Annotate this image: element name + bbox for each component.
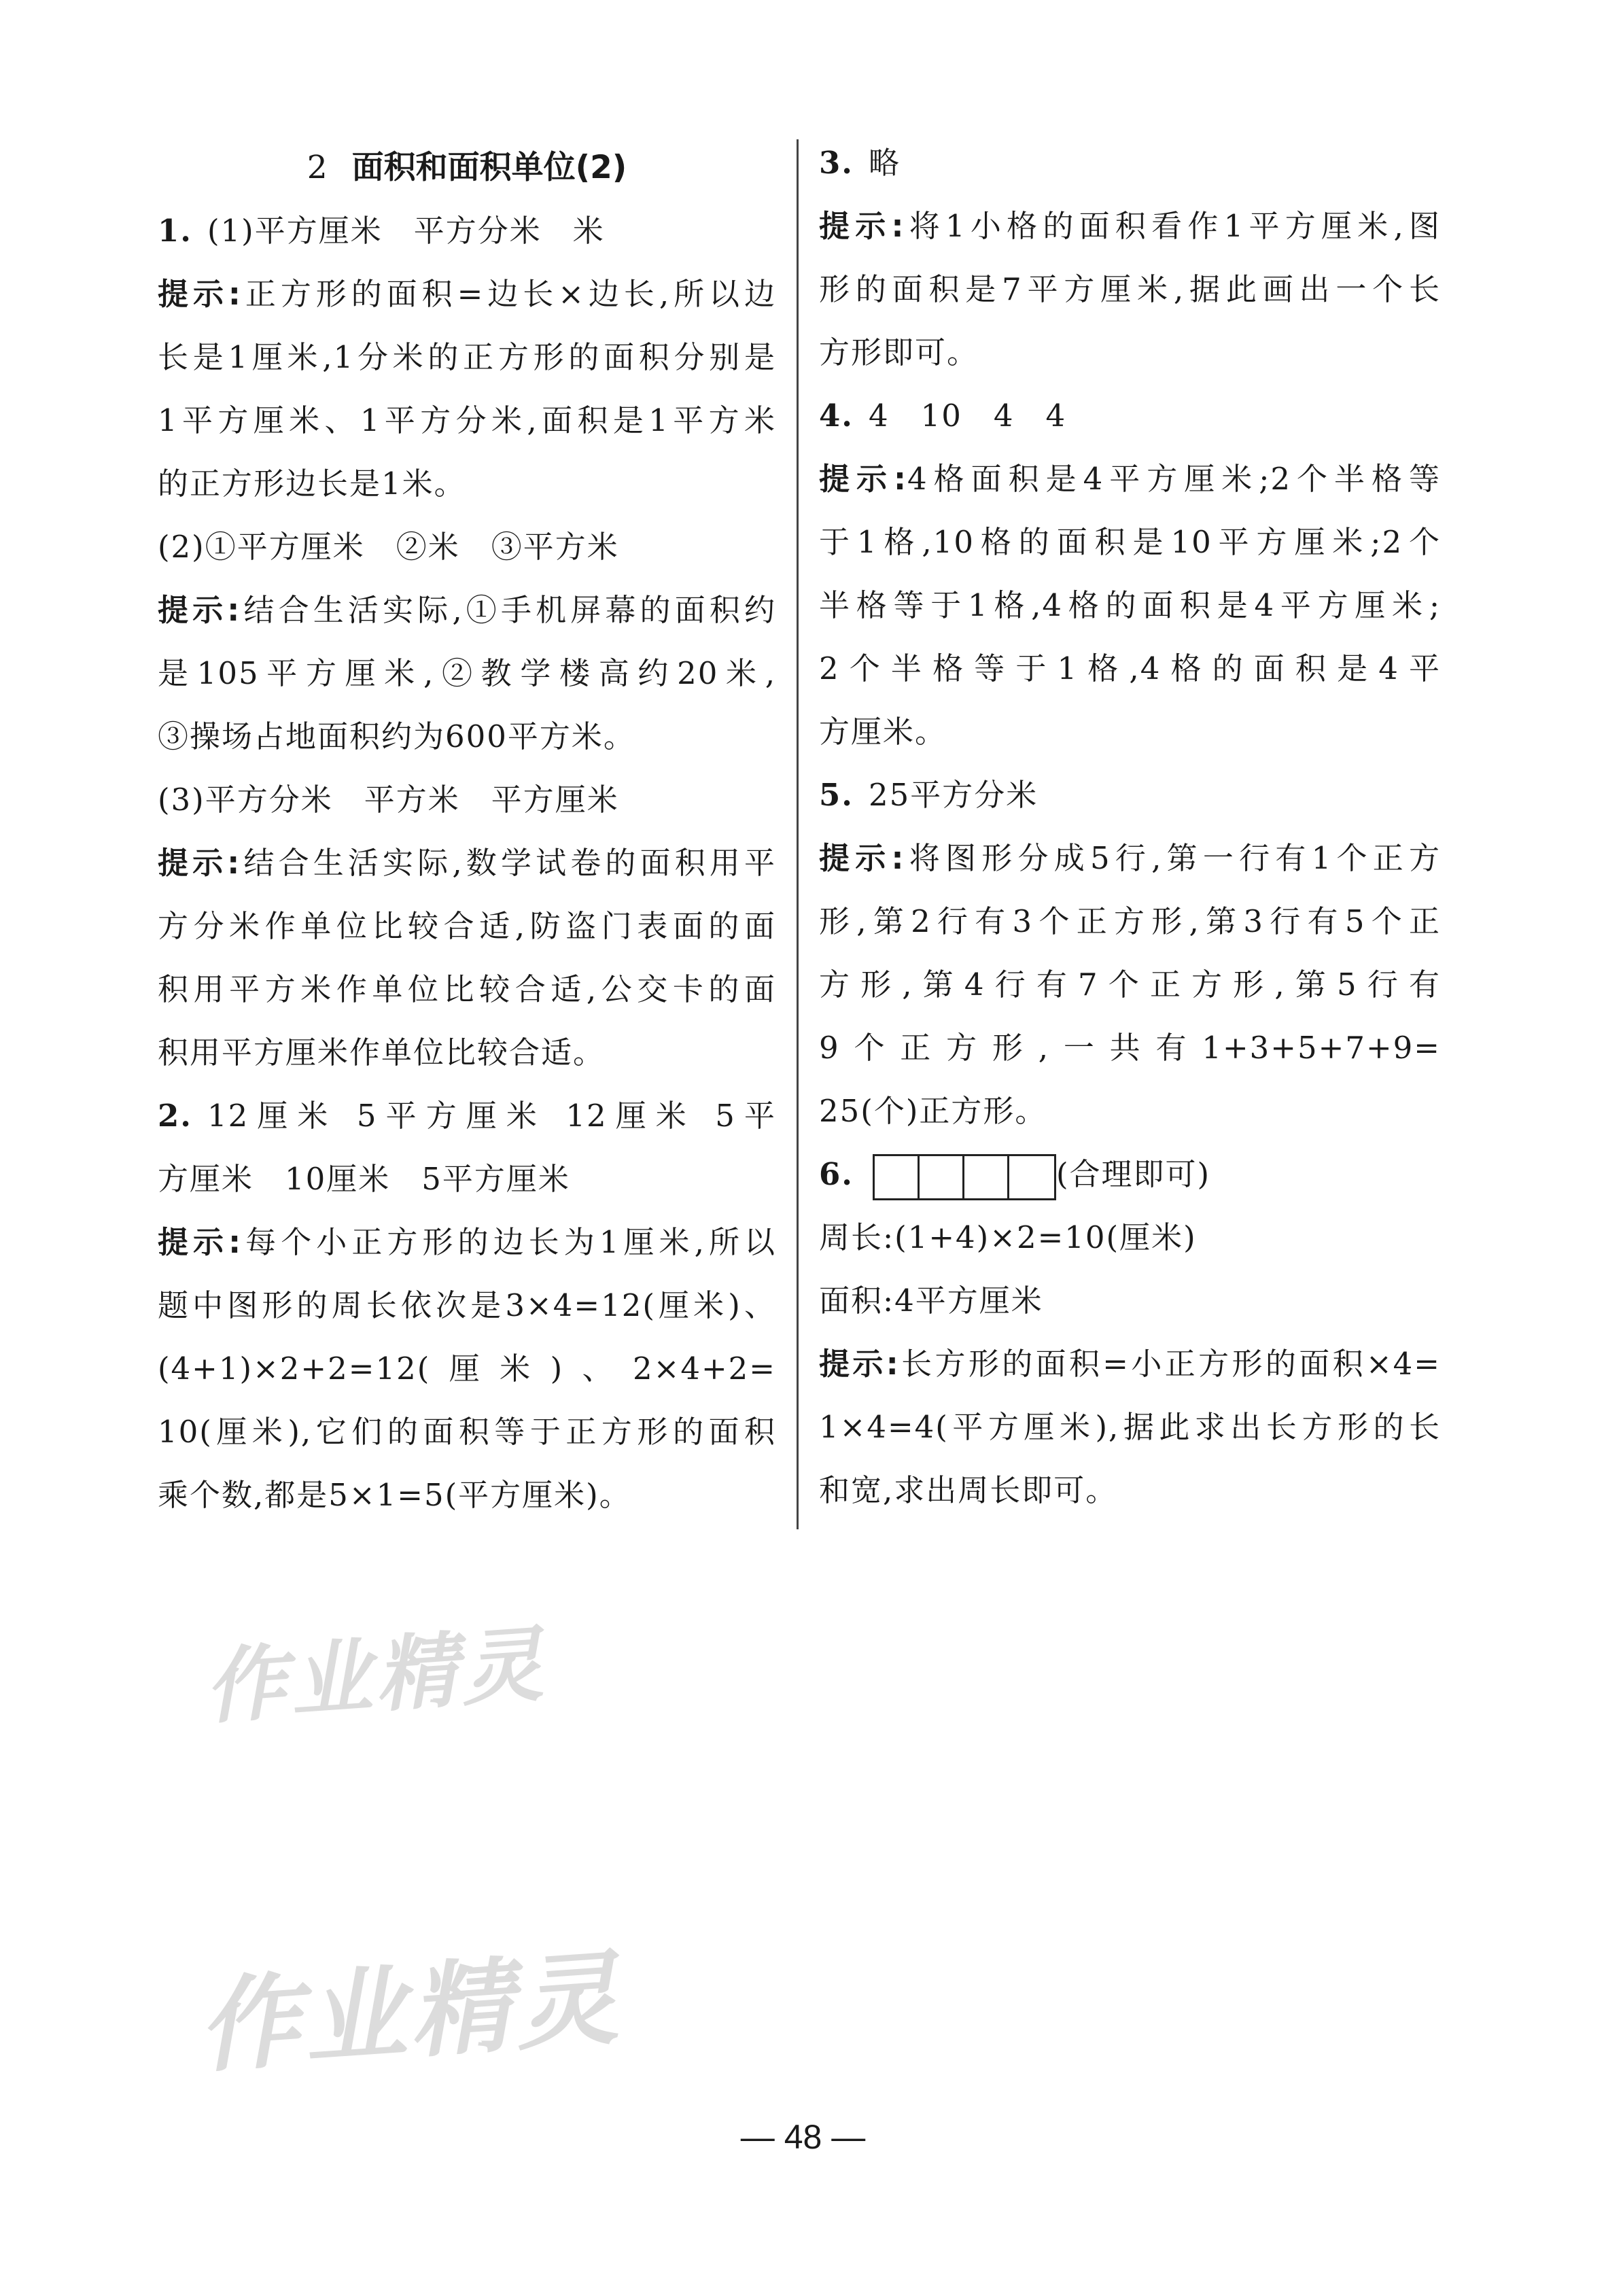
hint-4-line-2: 题中图形的周长依次是3×4=12(厘米)、 [158, 1287, 776, 1323]
hint-4-line-1: 提示:每个小正方形的边长为1厘米,所以 [158, 1224, 776, 1260]
question-5: 5. 25平方分米 [819, 777, 1038, 813]
perimeter-line: 周长:(1+4)×2=10(厘米) [819, 1219, 1197, 1255]
hint-7-line-2: 形,第2行有3个正方形,第3行有5个正 [819, 903, 1441, 939]
hint-3-line-2: 方分米作单位比较合适,防盗门表面的面 [158, 908, 776, 944]
question-4: 4. 4 10 4 4 [819, 398, 1067, 434]
hint-3-line-1: 提示:结合生活实际,数学试卷的面积用平 [158, 845, 776, 881]
page-number: — 48 — [740, 2118, 866, 2156]
left-column [158, 199, 776, 1527]
hint-6-line-4: 2个半格等于1格,4格的面积是4平 [819, 650, 1441, 686]
hint-6-line-3: 半格等于1格,4格的面积是4平方厘米; [819, 587, 1441, 623]
watermark: 作业精灵 [194, 1939, 626, 2087]
hint-1-line-1: 提示:正方形的面积=边长×边长,所以边 [158, 276, 776, 312]
hint-8-line-2: 1×4=4(平方厘米),据此求出长方形的长 [819, 1409, 1441, 1445]
hint-2-line-1: 提示:结合生活实际,①手机屏幕的面积约 [158, 592, 776, 628]
hint-4-line-5: 乘个数,都是5×1=5(平方厘米)。 [158, 1477, 631, 1513]
hint-2-line-2: 是105平方厘米,②教学楼高约20米, [158, 655, 776, 691]
hint-3-line-3: 积用平方米作单位比较合适,公交卡的面 [158, 971, 776, 1007]
title [158, 136, 776, 199]
question-2-line-1: 2. 12厘米 5平方厘米 12厘米 5平 [158, 1098, 776, 1134]
hint-8-line-1: 提示:长方形的面积=小正方形的面积×4= [819, 1346, 1441, 1382]
column-divider [797, 139, 799, 1529]
hint-1-line-4: 的正方形边长是1米。 [158, 466, 466, 502]
hint-6-line-1: 提示:4格面积是4平方厘米;2个半格等 [819, 461, 1441, 497]
section-number: 2 [307, 149, 328, 186]
hint-7-line-5: 25(个)正方形。 [819, 1093, 1047, 1129]
watermark: 作业精灵 [201, 1617, 550, 1736]
question-6: 6. (合理即可) [819, 1143, 1441, 1206]
hint-6-line-5: 方厘米。 [819, 714, 947, 750]
hint-7-line-3: 方形,第4行有7个正方形,第5行有 [819, 967, 1441, 1003]
question-1: 1. (1)平方厘米 平方分米 米 [158, 213, 605, 249]
question-1-part-2: (2)①平方厘米 ②米 ③平方米 [158, 529, 619, 565]
question-3: 3. 略 [819, 145, 901, 181]
hint-1-line-2: 长是1厘米,1分米的正方形的面积分别是 [158, 339, 776, 375]
hint-2-line-3: ③操场占地面积约为600平方米。 [158, 718, 635, 754]
rectangle-drawing [873, 1154, 1056, 1200]
hint-3-line-4: 积用平方厘米作单位比较合适。 [158, 1034, 606, 1071]
hint-8-line-3: 和宽,求出周长即可。 [819, 1472, 1118, 1508]
hint-7-line-4: 9个正方形,一共有1+3+5+7+9= [819, 1030, 1441, 1066]
hint-5-line-1: 提示:将1小格的面积看作1平方厘米,图 [819, 208, 1441, 244]
hint-4-line-4: 10(厘米),它们的面积等于正方形的面积 [158, 1414, 776, 1450]
right-column [819, 131, 1441, 1522]
section-title: 面积和面积单位(2) [351, 149, 627, 186]
hint-5-line-3: 方形即可。 [819, 334, 979, 370]
question-1-part-3: (3)平方分米 平方米 平方厘米 [158, 782, 619, 818]
hint-6-line-2: 于1格,10格的面积是10平方厘米;2个 [819, 524, 1441, 560]
area-line: 面积:4平方厘米 [819, 1283, 1043, 1319]
question-2-line-2: 方厘米 10厘米 5平方厘米 [158, 1161, 570, 1197]
hint-7-line-1: 提示:将图形分成5行,第一行有1个正方 [819, 840, 1441, 876]
hint-5-line-2: 形的面积是7平方厘米,据此画出一个长 [819, 271, 1441, 307]
hint-4-line-3: (4+1)×2+2=12(厘米)、2×4+2= [158, 1351, 776, 1387]
hint-1-line-3: 1平方厘米、1平方分米,面积是1平方米 [158, 402, 776, 438]
